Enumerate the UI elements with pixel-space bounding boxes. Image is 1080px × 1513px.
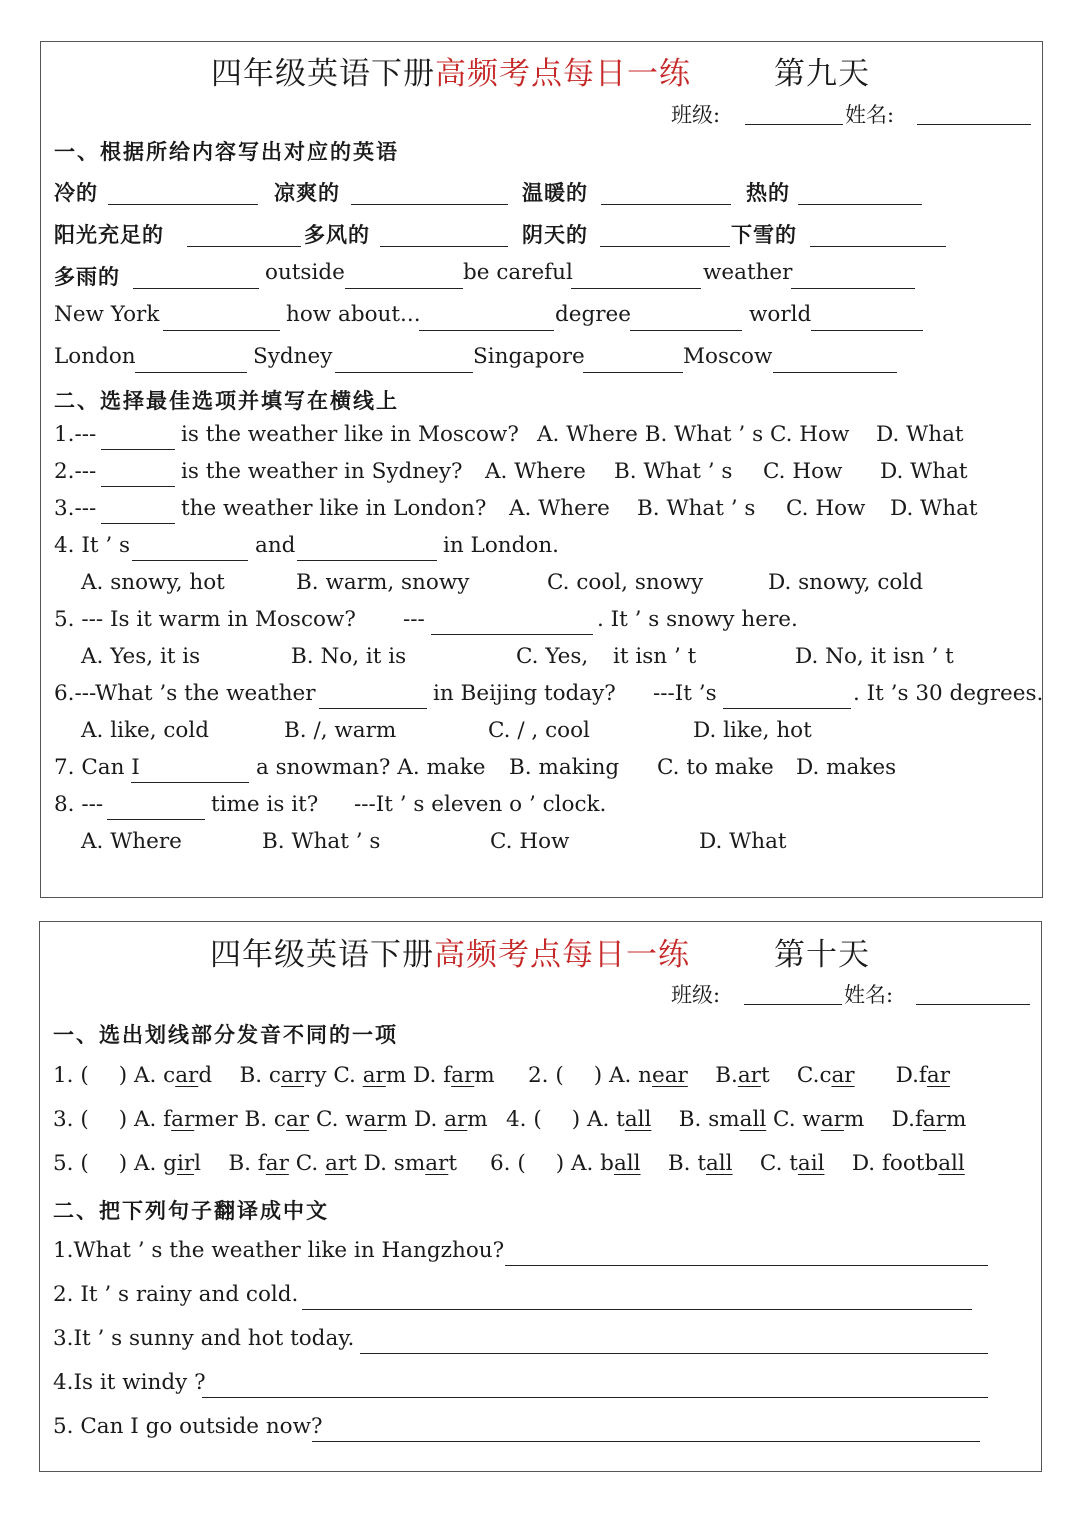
title-red: 高频考点每日一练 [434, 937, 690, 973]
txt: C. w [315, 1107, 364, 1132]
answer-blank[interactable] [335, 372, 473, 373]
pron-q3 [53, 1107, 488, 1132]
q4-option-b: B. warm, snowy [296, 570, 470, 595]
vocab-item: New York [54, 302, 160, 327]
underlined: ar [362, 1063, 386, 1088]
txt: D. [414, 1107, 445, 1132]
underlined: all [739, 1107, 767, 1132]
q6-blank-2[interactable] [723, 708, 851, 709]
q4-number: 4. It ’ s [54, 533, 131, 558]
underlined: all [613, 1151, 641, 1176]
answer-blank[interactable] [600, 246, 730, 247]
q1-stem: is the weather like in Moscow? [181, 422, 519, 447]
title-red: 高频考点每日一练 [435, 56, 691, 92]
class-blank[interactable] [744, 1004, 842, 1005]
name-blank[interactable] [916, 1004, 1030, 1005]
day10-day-label: 第十天 [774, 937, 870, 973]
answer-blank[interactable] [583, 372, 683, 373]
txt: ry [304, 1063, 327, 1088]
translation-blank[interactable] [302, 1309, 972, 1310]
txt: t [760, 1063, 770, 1088]
num: 5. ( [53, 1151, 89, 1176]
vocab-item: how about... [286, 302, 421, 327]
translation-blank[interactable] [360, 1353, 988, 1354]
q8-option-d: D. What [699, 829, 787, 854]
worksheet-day10 [39, 921, 1042, 1472]
txt: d [198, 1063, 213, 1088]
q6-option-d: D. like, hot [693, 718, 812, 743]
q8-blank[interactable] [107, 819, 205, 820]
q8-option-c: C. How [490, 829, 570, 854]
q5-stem: 5. --- Is it warm in Moscow? [54, 607, 356, 632]
pron-q6 [490, 1151, 965, 1176]
q1-number: 1.--- [54, 422, 97, 447]
vocab-item: 多雨的 [54, 264, 120, 289]
q2-option-a: A. Where [485, 459, 586, 484]
txt: B. t [667, 1151, 706, 1176]
answer-blank[interactable] [798, 204, 922, 205]
q6-mid: in Beijing today? [433, 681, 616, 706]
q4-option-a: A. snowy, hot [81, 570, 225, 595]
underlined: ar [831, 1063, 855, 1088]
txt: ) A. f [118, 1107, 172, 1132]
underlined: ar [820, 1107, 844, 1132]
underlined: ar [444, 1107, 468, 1132]
num: 2. ( [528, 1063, 564, 1088]
vocab-item: 阴天的 [522, 222, 588, 247]
underlined: ir [176, 1151, 195, 1176]
day9-day-label: 第九天 [774, 56, 870, 92]
section-title: 一、根据所给内容写出对应的英语 [54, 139, 399, 164]
answer-blank[interactable] [187, 246, 301, 247]
q4-mid: and [255, 533, 296, 558]
answer-blank[interactable] [135, 372, 247, 373]
vocab-item: world [749, 302, 812, 327]
answer-blank[interactable] [601, 204, 731, 205]
pron-q2 [528, 1063, 950, 1088]
name-label: 姓名: [844, 983, 894, 1007]
underlined: ar [926, 1063, 950, 1088]
answer-blank[interactable] [419, 330, 554, 331]
underlined: ar [425, 1151, 449, 1176]
underlined: all [624, 1107, 652, 1132]
underlined: ar [285, 1107, 310, 1132]
txt: ) A. g [118, 1151, 177, 1176]
txt: m [843, 1107, 865, 1132]
q8-option-a: A. Where [81, 829, 182, 854]
answer-blank[interactable] [351, 204, 508, 205]
q3-option-d: D. What [890, 496, 978, 521]
vocab-item: Moscow [683, 344, 773, 369]
q6-option-c: C. / , cool [488, 718, 590, 743]
q4-option-d: D. snowy, cold [768, 570, 923, 595]
txt: m [386, 1107, 408, 1132]
txt: l [194, 1151, 201, 1176]
q6-answer: ---It ’s [653, 681, 717, 706]
q5-option-d: D. No, it isn ’ t [795, 644, 954, 669]
underlined: ar [451, 1063, 475, 1088]
q6-option-b: B. /, warm [284, 718, 397, 743]
underlined: all [938, 1151, 965, 1176]
underlined: ar [265, 1151, 289, 1176]
q2-option-c: C. How [763, 459, 843, 484]
vocab-item: Sydney [253, 344, 333, 369]
q2-blank[interactable] [101, 486, 175, 487]
txt: ) A. t [571, 1107, 625, 1132]
translation-q1: 1.What ’ s the weather like in Hangzhou? [53, 1238, 505, 1263]
name-label: 姓名: [845, 103, 895, 127]
txt: ) A. n [593, 1063, 653, 1088]
txt: C.c [796, 1063, 832, 1088]
txt: B. f [228, 1151, 266, 1176]
vocab-item: 多风的 [304, 222, 370, 247]
vocab-item: weather [703, 260, 793, 285]
txt: m [946, 1107, 967, 1132]
answer-blank[interactable] [811, 330, 923, 331]
txt: D.f [891, 1107, 923, 1132]
answer-blank[interactable] [345, 288, 463, 289]
q6-end: . It ’s 30 degrees. [853, 681, 1044, 706]
class-label: 班级: [671, 983, 721, 1007]
q7-blank[interactable] [131, 782, 249, 783]
txt: B. c [239, 1063, 281, 1088]
vocab-item: 下雪的 [731, 222, 797, 247]
vocab-item: degree [555, 302, 631, 327]
vocab-item: London [54, 344, 136, 369]
class-blank[interactable] [745, 124, 843, 125]
q8-answer: ---It ’ s eleven o ’ clock. [354, 792, 607, 817]
vocab-item: Singapore [473, 344, 585, 369]
num: 3. ( [53, 1107, 89, 1132]
q7-option-c: C. to make [657, 755, 774, 780]
num: 6. ( [490, 1151, 526, 1176]
txt: m [474, 1063, 495, 1088]
txt: B. sm [678, 1107, 740, 1132]
num: 4. ( [506, 1107, 542, 1132]
q7-number: 7. Can I [54, 755, 140, 780]
pron-q1 [53, 1063, 495, 1088]
q5-option-a: A. Yes, it is [81, 644, 201, 669]
num: 1. ( [53, 1063, 89, 1088]
q2-option-d: D. What [880, 459, 968, 484]
q8-number: 8. --- [54, 792, 104, 817]
q2-number: 2.--- [54, 459, 97, 484]
section-title: 二、选择最佳选项并填写在横线上 [54, 388, 399, 413]
txt: B. [715, 1063, 738, 1088]
txt: C. t [759, 1151, 798, 1176]
vocab-item: outside [265, 260, 345, 285]
answer-blank[interactable] [163, 330, 280, 331]
vocab-item: 温暖的 [522, 180, 588, 205]
q4-option-c: C. cool, snowy [547, 570, 704, 595]
answer-blank[interactable] [791, 288, 915, 289]
underlined: ar [363, 1107, 387, 1132]
q3-option-a: A. Where [509, 496, 610, 521]
underlined: ar [922, 1107, 947, 1132]
txt: D. f [413, 1063, 452, 1088]
q5-option-c: C. Yes, [516, 644, 589, 669]
q4-blank-2[interactable] [297, 560, 437, 561]
translation-q2: 2. It ’ s rainy and cold. [53, 1282, 299, 1307]
title-black: 四年级英语下册 [211, 56, 435, 92]
underlined: ar [737, 1063, 761, 1088]
q5-option-c2: it isn ’ t [613, 644, 697, 669]
answer-blank[interactable] [380, 246, 508, 247]
vocab-item: 阳光充足的 [54, 222, 164, 247]
worksheet-day9 [40, 41, 1043, 898]
txt: B. c [244, 1107, 286, 1132]
txt: m [467, 1107, 488, 1132]
q5-blank[interactable] [431, 634, 593, 635]
vocab-item: 热的 [746, 180, 790, 205]
q3-blank[interactable] [101, 523, 175, 524]
q3-option-c: C. How [786, 496, 866, 521]
txt: t [448, 1151, 457, 1176]
underlined: ar [171, 1107, 195, 1132]
txt: ) A. c [118, 1063, 176, 1088]
answer-blank[interactable] [133, 288, 259, 289]
q8-stem: time is it? [211, 792, 319, 817]
txt: mer [194, 1107, 238, 1132]
q3-stem: the weather like in London? [181, 496, 487, 521]
vocab-item: 冷的 [54, 180, 98, 205]
underlined: ar [280, 1063, 305, 1088]
txt: m [385, 1063, 407, 1088]
txt: D. sm [363, 1151, 426, 1176]
translation-blank[interactable] [312, 1441, 980, 1442]
q7-option-b: B. making [509, 755, 620, 780]
q2-stem: is the weather in Sydney? [181, 459, 463, 484]
answer-blank[interactable] [630, 330, 742, 331]
translation-blank[interactable] [505, 1265, 988, 1266]
section-title: 二、把下列句子翻译成中文 [53, 1198, 329, 1223]
day9-title [211, 48, 691, 93]
q6-option-a: A. like, cold [81, 718, 209, 743]
q3-option-b: B. What ’ s [637, 496, 756, 521]
txt: C. [333, 1063, 363, 1088]
q1-options: A. Where B. What ’ s C. How [537, 422, 850, 447]
q7-stem: a snowman? A. make [256, 755, 486, 780]
translation-q4: 4.Is it windy ? [53, 1370, 206, 1395]
pron-q5 [53, 1151, 457, 1176]
q8-option-b: B. What ’ s [262, 829, 381, 854]
q6-stem: 6.---What ’s the weather [54, 681, 316, 706]
q5-dash: --- [403, 607, 425, 632]
q1-option-d: D. What [876, 422, 964, 447]
answer-blank[interactable] [571, 288, 701, 289]
underlined: ar [325, 1151, 349, 1176]
txt: t [348, 1151, 357, 1176]
answer-blank[interactable] [108, 204, 258, 205]
q5-option-b: B. No, it is [291, 644, 407, 669]
name-blank[interactable] [917, 124, 1031, 125]
txt: ) A. b [555, 1151, 614, 1176]
answer-blank[interactable] [773, 372, 897, 373]
class-label: 班级: [671, 103, 721, 127]
underlined: ear [652, 1063, 688, 1088]
vocab-item: be careful [463, 260, 573, 285]
underlined: ail [797, 1151, 825, 1176]
q3-number: 3.--- [54, 496, 97, 521]
q6-blank-1[interactable] [319, 708, 427, 709]
txt: C. [295, 1151, 326, 1176]
underlined: all [705, 1151, 733, 1176]
underlined: ar [175, 1063, 199, 1088]
translation-q3: 3.It ’ s sunny and hot today. [53, 1326, 355, 1351]
q4-blank-1[interactable] [132, 560, 248, 561]
q5-end: . It ’ s snowy here. [597, 607, 798, 632]
q1-blank[interactable] [101, 449, 175, 450]
title-black: 四年级英语下册 [210, 937, 434, 973]
translation-blank[interactable] [202, 1397, 988, 1398]
txt: D.f [895, 1063, 927, 1088]
day10-title [210, 929, 690, 974]
q7-option-d: D. makes [796, 755, 897, 780]
vocab-item: 凉爽的 [274, 180, 340, 205]
txt: C. w [773, 1107, 821, 1132]
q4-end: in London. [443, 533, 560, 558]
translation-q5: 5. Can I go outside now? [53, 1414, 323, 1439]
txt: D. footb [851, 1151, 939, 1176]
answer-blank[interactable] [810, 246, 946, 247]
pron-q4 [506, 1107, 966, 1132]
section-title: 一、选出划线部分发音不同的一项 [53, 1022, 398, 1047]
q2-option-b: B. What ’ s [614, 459, 733, 484]
